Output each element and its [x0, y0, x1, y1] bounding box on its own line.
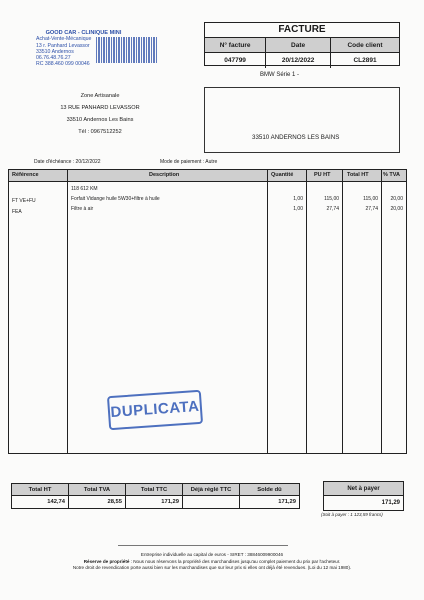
row-2-pu: 27,74	[326, 206, 339, 212]
balance-due-value: 171,29	[240, 496, 300, 509]
header-unit-price: PU HT	[314, 172, 331, 178]
row-2-tva: 20,00	[390, 206, 403, 212]
total-ht-value: 142,74	[12, 496, 69, 509]
footer-law: Notre droit de revendication porte aussi bien sur les marchandises que sur leur prix si elles ont déjà été revendues. (Loi du 12 mai 1980).	[72, 565, 352, 570]
invoice-number: 047799	[205, 53, 266, 69]
column-divider	[342, 170, 343, 453]
client-code: CL2891	[353, 57, 377, 64]
footer-reserve-label: Réserve de propriété	[83, 558, 130, 564]
totals-table	[11, 483, 300, 509]
invoice-header-box	[204, 22, 400, 66]
row-1-total: 115,00	[363, 196, 378, 202]
address-tel: Tél : 0967512252	[78, 129, 122, 135]
garage-stamp	[36, 30, 131, 68]
garage-rc: RC 388.460 099 00046	[36, 61, 90, 68]
address-line1: Zone Artisanale	[80, 93, 120, 99]
column-divider	[267, 170, 268, 453]
total-ht-header: Total HT	[12, 484, 69, 496]
header-total-ht: Total HT	[347, 172, 369, 178]
invoice-title: FACTURE	[205, 23, 399, 38]
garage-name: GOOD CAR - CLINIQUE MINI	[45, 30, 122, 36]
garage-street: 13 r. Panhard Levassor	[36, 42, 90, 49]
total-ttc-header: Total TTC	[126, 484, 183, 496]
column-divider	[381, 170, 382, 453]
footer-divider	[118, 545, 288, 546]
address-line2: 13 RUE PANHARD LEVASSOR	[60, 105, 140, 111]
footer-reserve-text: : Nous nous réservons la propriété des marchandises jusqu'au complet paiement du prix par l'acheteur.	[129, 558, 341, 564]
column-divider	[67, 170, 68, 453]
row-1-qty: 1,00	[293, 196, 303, 202]
vehicle-model: BMW Série 1 -	[260, 72, 300, 78]
row-1-pu: 115,00	[324, 196, 339, 202]
row-2-desc: Filtre à air	[71, 206, 94, 212]
invoice-date-header: Date	[266, 38, 331, 53]
row-1-ref: FT VE+FU	[12, 198, 36, 204]
row-2-total: 27,74	[365, 206, 378, 212]
garage-phone: 06.76.48.76.27	[36, 55, 71, 62]
header-reference: Référence	[12, 172, 39, 178]
garage-address	[30, 90, 170, 138]
row-1-desc: Forfait Vidange huile 5W30+filtre à huile	[71, 196, 160, 202]
column-divider	[306, 170, 307, 453]
invoice-number-header: N° facture	[205, 38, 266, 53]
net-to-pay-header: Net à payer	[324, 482, 404, 496]
net-to-pay-table	[323, 481, 404, 511]
garage-city: 33510 Andernos	[36, 48, 74, 55]
header-description: Description	[149, 172, 180, 178]
invoice-lines-table	[8, 169, 407, 454]
duplicata-stamp: DUPLICATA	[107, 390, 203, 430]
already-paid-value	[183, 496, 240, 509]
invoice-date: 20/12/2022	[266, 53, 331, 69]
client-city: 33510 ANDERNOS LES BAINS	[252, 134, 340, 141]
row-2-qty: 1,00	[293, 206, 303, 212]
garage-activity: Achat-Vente-Mécanique	[36, 36, 92, 43]
total-tva-header: Total TVA	[69, 484, 126, 496]
client-code-header: Code client	[331, 38, 399, 53]
client-address-box	[204, 87, 400, 153]
total-tva-value: 28,55	[69, 496, 126, 509]
legal-footer	[0, 552, 424, 572]
mileage: 118 612 KM	[71, 186, 98, 192]
already-paid-header: Déjà réglé TTC	[183, 484, 240, 496]
net-to-pay-value: 171,29	[324, 496, 404, 511]
address-line3: 33510 Andernos Les Bains	[66, 117, 134, 123]
stamp-barcode-icon	[96, 37, 158, 63]
francs-conversion: (Soit à payer : 1 123,59 francs)	[321, 512, 383, 517]
balance-due-header: Solde dû	[240, 484, 300, 496]
row-1-tva: 20,00	[390, 196, 403, 202]
due-date: Date d'échéance : 20/12/2022	[34, 159, 101, 165]
header-vat: % TVA	[383, 172, 401, 178]
payment-mode: Mode de paiement : Autre	[160, 159, 218, 165]
footer-company: Entreprise individuelle au capital de euros - SIRET : 38846009900046	[140, 552, 284, 557]
total-ttc-value: 171,29	[126, 496, 183, 509]
row-2-ref: FEA	[12, 209, 22, 215]
header-quantity: Quantité	[271, 172, 294, 178]
